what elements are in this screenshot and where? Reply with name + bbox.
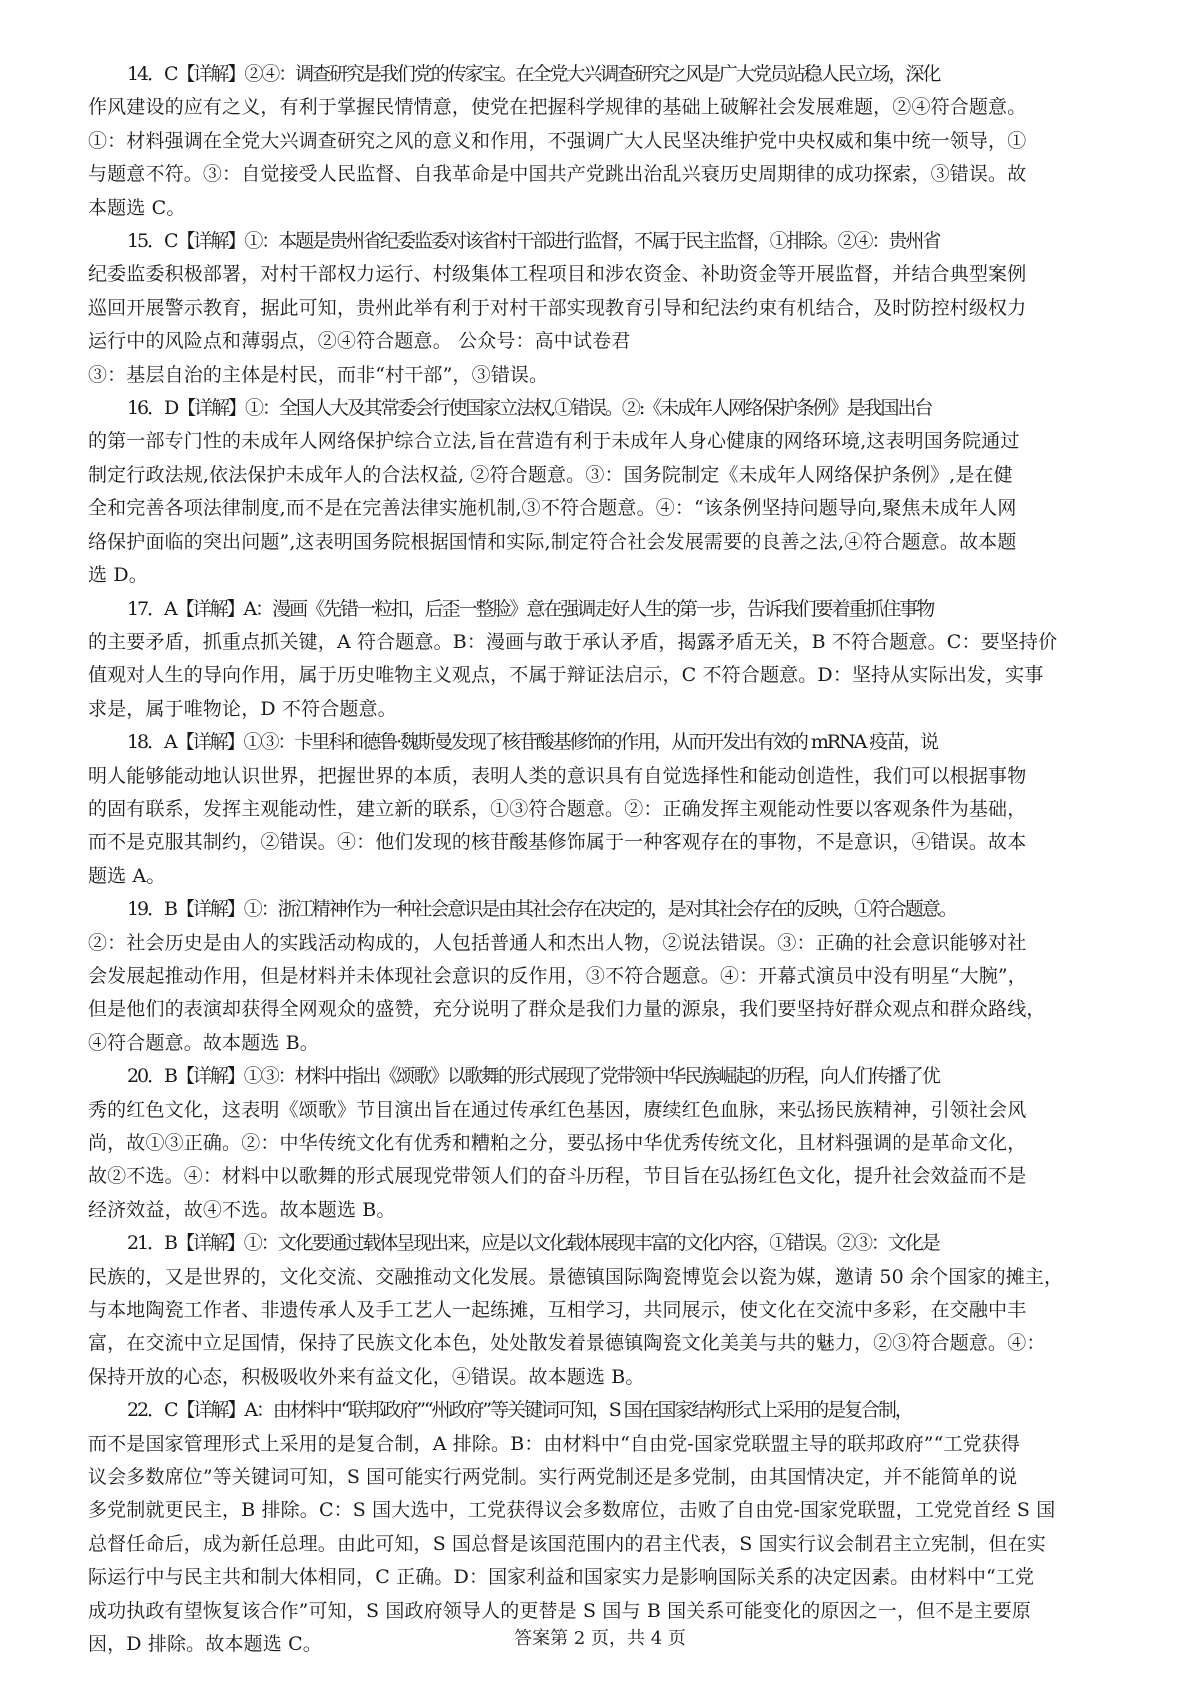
answer-line: 作风建设的应有之义，有利于掌握民情情意，使党在把握科学规律的基础上破解社会发展难题，②④符合题意。 [88,96,1027,119]
answer-q18 [88,726,1104,893]
answer-q15 [88,225,1104,392]
answer-line: 求是，属于唯物论，D 不符合题意。 [88,697,397,720]
answer-line: 而不是国家管理形式上采用的是复合制，A 排除。B：由材料中“自由党-国家党联盟主导的联邦政府”“工党获得 [88,1432,1021,1455]
answer-line: 成功执政有望恢复该合作”可知，S 国政府领导人的更替是 S 国与 B 国关系可能变化的原因之一，但不是主要原 [88,1599,1032,1622]
answer-q16 [88,392,1104,592]
answer-q21 [88,1227,1104,1394]
answer-line: 21．B【详解】①：文化要通过载体呈现出来，应是以文化载体展现丰富的文化内容，①错误。②③：文化是 [127,1232,939,1255]
answer-line: 故②不选。④：材料中以歌舞的形式展现党带领人们的奋斗历程，节目旨在弘扬红色文化，提升社会效益而不是 [88,1165,1027,1188]
answer-line: 经济效益，故④不选。故本题选 B。 [88,1198,396,1221]
answer-line: 的主要矛盾，抓重点抓关键，A 符合题意。B：漫画与敢于承认矛盾，揭露矛盾无关，B 不符合题意。C：要坚持价 [88,630,1058,653]
answer-line: 而不是克服其制约，②错误。④：他们发现的核苷酸基修饰属于一种客观存在的事物，不是意识，④错误。故本 [88,831,1027,854]
answer-line: 保持开放的心态，积极吸收外来有益文化，④错误。故本题选 B。 [88,1365,645,1388]
answer-line: 选 D。 [88,564,148,587]
answer-line: 15．C【详解】①：本题是贵州省纪委监委对该省村干部进行监督，不属于民主监督，①排除。②④：贵州省 [127,230,940,253]
answer-line: ③：基层自治的主体是村民，而非“村干部”，③错误。 [88,363,549,386]
answer-line: ②：社会历史是由人的实践活动构成的，人包括普通人和杰出人物，②说法错误。③：正确的社会意识能够对社 [88,931,1027,954]
answer-line: 全和完善各项法律制度,而不是在完善法律实施机制,③不符合题意。④：“该条例坚持问题导向,聚焦未成年人网 [88,497,1017,520]
answer-q22 [88,1394,1104,1661]
answer-line: 会发展起推动作用，但是材料并未体现社会意识的反作用，③不符合题意。④：开幕式演员中没有明星“大腕”， [88,964,1027,987]
page-footer: 答案第 2 页，共 4 页 [514,1628,686,1649]
answer-line: ①：材料强调在全党大兴调查研究之风的意义和作用，不强调广大人民坚决维护党中央权威和集中统一领导，① [88,129,1027,152]
answer-line: 民族的，又是世界的，文化交流、交融推动文化发展。景德镇国际陶瓷博览会以瓷为媒，邀请 50 余个国家的摊主， [88,1265,1064,1288]
answer-line: 值观对人生的导向作用，属于历史唯物主义观点，不属于辩证法启示，C 不符合题意。D：坚持从实际出发，实事 [88,664,1044,687]
answer-line: 本题选 C。 [88,196,186,219]
answer-line: 议会多数席位”等关键词可知，S 国可能实行两党制。实行两党制还是多党制，由其国情决定，并不能简单的说 [88,1466,1018,1489]
answer-line: 22．C【详解】A：由材料中“联邦政府”“州政府”等关键词可知，S 国在国家结构形式上采用的是复合制， [127,1399,912,1422]
answer-line: 但是他们的表演却获得全网观众的盛赞，充分说明了群众是我们力量的源泉，我们要坚持好群众观点和群众路线， [88,998,1046,1021]
answer-line: 与本地陶瓷工作者、非遗传承人及手工艺人一起练摊，互相学习，共同展示，使文化在交流中多彩，在交融中丰 [88,1299,1027,1322]
answer-line: 的固有联系，发挥主观能动性，建立新的联系，①③符合题意。②：正确发挥主观能动性要以客观条件为基础， [88,797,1027,820]
answer-line: 总督任命后，成为新任总理。由此可知，S 国总督是该国范围内的君主代表，S 国实行议会制君主立宪制，但在实 [88,1532,1046,1555]
answer-line: 运行中的风险点和薄弱点，②④符合题意。 公众号：高中试卷君 [88,330,631,353]
answer-q19 [88,893,1104,1060]
answer-line: 14．C【详解】②④：调查研究是我们党的传家宝。在全党大兴调查研究之风是广大党员站稳人民立场，深化 [127,63,940,85]
answer-line: 尚，故①③正确。②：中华传统文化有优秀和糟粕之分，要弘扬中华优秀传统文化，且材料强调的是革命文化， [88,1132,1027,1154]
answer-q20 [88,1060,1104,1227]
answer-content [88,58,1104,1662]
answer-line: 明人能够能动地认识世界，把握世界的本质，表明人类的意识具有自觉选择性和能动创造性，我们可以根据事物 [88,764,1027,787]
answer-line: 秀的红色文化，这表明《颂歌》节目演出旨在通过传承红色基因，赓续红色血脉，来弘扬民族精神，引领社会风 [88,1098,1027,1121]
answer-line: 络保护面临的突出问题”,这表明国务院根据国情和实际,制定符合社会发展需要的良善之法,④符合题意。故本题 [88,530,1017,553]
answer-line: 巡回开展警示教育，据此可知，贵州此举有利于对村干部实现教育引导和纪法约束有机结合，及时防控村级权力 [88,296,1027,319]
answer-line: 纪委监委积极部署，对村干部权力运行、村级集体工程项目和涉农资金、补助资金等开展监督，并结合典型案例 [88,263,1027,286]
answer-line: 与题意不符。③：自觉接受人民监督、自我革命是中国共产党跳出治乱兴衰历史周期律的成功探索，③错误。故 [88,163,1027,186]
answer-line: 19．B【详解】①：浙江精神作为一种社会意识是由其社会存在决定的，是对其社会存在的反映，①符合题意。 [127,898,956,921]
answer-line: 的第一部专门性的未成年人网络保护综合立法,旨在营造有利于未成年人身心健康的网络环境,这表明国务院通过 [88,430,1020,453]
answer-line: 制定行政法规,依法保护未成年人的合法权益, ②符合题意。③：国务院制定《未成年人网络保护条例》,是在健 [88,463,1013,486]
answer-line: 18．A【详解】①③：卡里科和德鲁·魏斯曼发现了核苷酸基修饰的作用，从而开发出有效的 mRNA 疫苗，说 [127,731,938,754]
answer-line: 17．A【详解】A：漫画《先错一粒扣，后歪一整脸》意在强调走好人生的第一步，告诉我们要着重抓住事物 [127,597,934,620]
answer-line: ④符合题意。故本题选 B。 [88,1031,319,1054]
answer-line: 20．B【详解】①③：材料中指出《颂歌》以歌舞的形式展现了党带领中华民族崛起的历程，向人们传播了优 [127,1065,939,1088]
answer-q14 [88,58,1104,225]
answer-line: 际运行中与民主共和制大体相同，C 正确。D：国家利益和国家实力是影响国际关系的决定因素。由材料中“工党 [88,1566,1035,1589]
answer-q17 [88,593,1104,727]
answer-line: 题选 A。 [88,864,166,887]
answer-line: 多党制就更民主，B 排除。C：S 国大选中，工党获得议会多数席位，击败了自由党-国家党联盟，工党党首经 S 国 [88,1499,1056,1522]
answer-line: 富，在交流中立足国情，保持了民族文化本色，处处散发着景德镇陶瓷文化美美与共的魅力，②③符合题意。④： [88,1332,1046,1355]
answer-line: 16．D【详解】①：全国人大及其常委会行使国家立法权,①错误。②:《未成年人网络保护条例》是我国出台 [127,397,932,420]
answer-line: 因，D 排除。故本题选 C。 [88,1633,322,1656]
